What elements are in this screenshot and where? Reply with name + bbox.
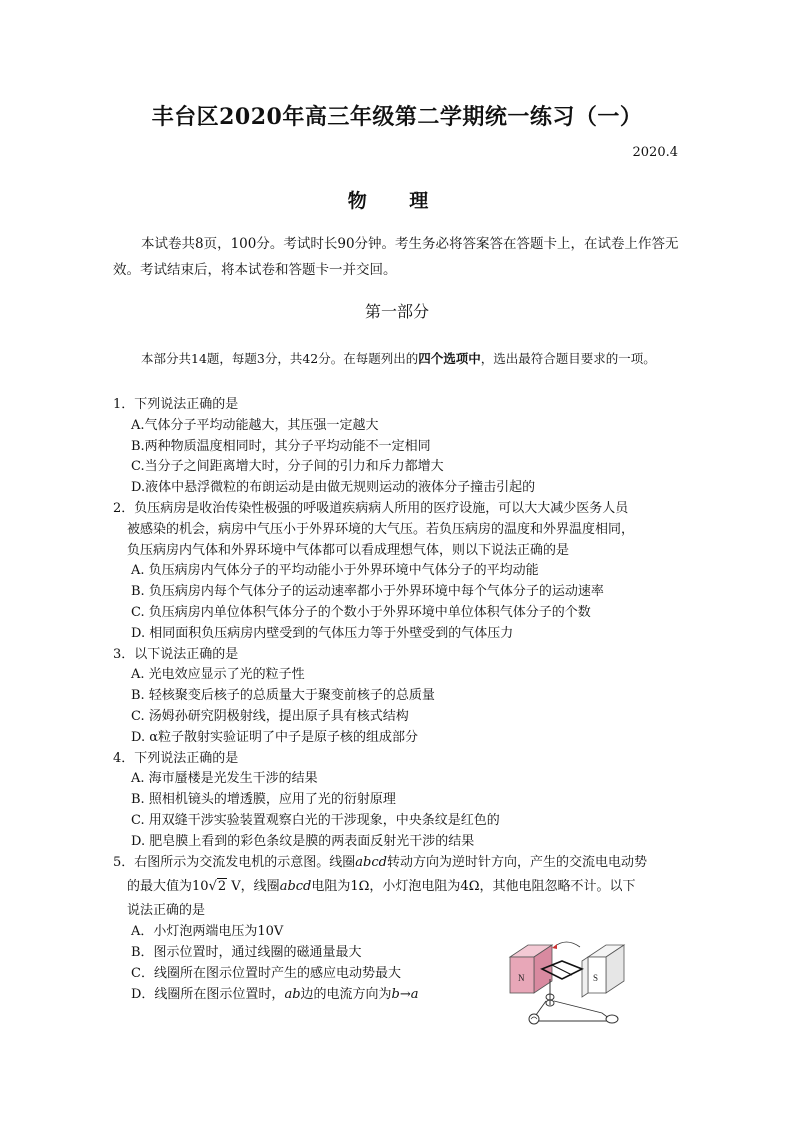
exam-title: 丰台区2020年高三年级第二学期统一练习（一）	[151, 104, 643, 130]
q3-option-b: B. 轻核聚变后核子的总质量大于聚变前核子的总质量	[131, 688, 435, 704]
q3-stem: 3．以下说法正确的是	[113, 646, 239, 662]
q1-option-d: D.液体中悬浮微粒的布朗运动是由做无规则运动的液体分子撞击引起的	[131, 480, 536, 496]
q5-d-b: b	[391, 986, 400, 1002]
q2-stem-1: 2．负压病房是收治传染性极强的呼吸道疾病病人所用的医疗设施，可以大大减少医务人员	[113, 500, 629, 516]
question-list	[113, 395, 698, 1005]
q2-option-d: D. 相同面积负压病房内壁受到的气体压力等于外壁受到的气体压力	[131, 625, 514, 641]
q5-option-a: A．小灯泡两端电压为10V	[131, 924, 284, 940]
q5-stem-2b: ，线圈	[240, 879, 280, 895]
q3-option-d: D. α粒子散射实验证明了中子是原子核的组成部分	[131, 729, 419, 745]
q5-stem-1b: 转动方向为逆时针方向，产生的交流电电动势	[386, 854, 647, 870]
wire-right	[554, 1001, 610, 1019]
q5-stem-1	[113, 853, 698, 874]
generator-diagram	[506, 935, 626, 1027]
q5-d-a: a	[410, 986, 419, 1002]
q1-stem: 1．下列说法正确的是	[113, 397, 239, 412]
question-1	[113, 395, 698, 499]
lamp-icon	[529, 1014, 539, 1024]
subject-title	[0, 186, 794, 213]
q4-option-c: C. 用双缝干涉实验装置观察白光的干涉现象，中央条纹是红色的	[131, 812, 500, 828]
q3-option-c: C. 汤姆孙研究阴极射线，提出原子具有核式结构	[131, 708, 409, 724]
q5-option-b: B．图示位置时，通过线圈的磁通量最大	[131, 944, 362, 960]
q5-stem-2a: 的最大值为	[127, 879, 193, 895]
q1-option-a: A.气体分子平均动能越大，其压强一定越大	[131, 417, 379, 433]
q4-option-d: D. 肥皂膜上看到的彩色条纹是膜的两表面反射光干涉的结果	[131, 833, 475, 849]
rotation-arrow-icon	[554, 942, 580, 947]
note-pre: 本部分共14题，每题3分，共42分。在每题列出的	[141, 351, 419, 366]
q5-option-c: C．线圈所在图示位置时产生的感应电动势最大	[131, 965, 401, 981]
q5-coil-label-2: abcd	[279, 879, 312, 895]
exam-intro: 本试卷共8页，100分。考试时长90分钟。考生务必将答案答在答题卡上，在试卷上作答无效。考试结束后，将本试卷和答题卡一并交回。	[113, 236, 679, 278]
note-bold: 四个选项中	[418, 351, 481, 366]
note-post: ，选出最符合题目要求的一项。	[480, 351, 656, 366]
q5-d-mid: 边的电流方向为	[300, 986, 392, 1002]
q3-option-a: A. 光电效应显示了光的粒子性	[131, 667, 305, 683]
sqrt-sign: √2	[208, 879, 227, 895]
q5-d-ab: ab	[284, 986, 301, 1002]
q2-stem-2: 被感染的机会，病房中气压小于外界环境的大气压。若负压病房的温度和外界温度相同，	[127, 521, 635, 537]
q5-d-pre: D．线圈所在图示位置时，	[131, 986, 285, 1002]
q5-stem-1a: 5．右图所示为交流发电机的示意图。线圈	[113, 854, 356, 870]
question-2	[113, 499, 698, 645]
q5-stem-2c: 电阻为1Ω，小灯泡电阻为4Ω，其他电阻忽略不计。以下	[311, 879, 636, 895]
north-label: N	[518, 973, 525, 983]
emf-unit: V	[231, 879, 241, 895]
part-title: 第一部分	[364, 302, 429, 321]
emf-radicand: 2	[217, 879, 227, 895]
q2-option-a: A. 负压病房内气体分子的平均动能小于外界环境中气体分子的平均动能	[131, 563, 539, 579]
section-note	[113, 346, 683, 372]
coil-edge	[552, 965, 572, 975]
exam-date: 2020.4	[632, 145, 678, 160]
emf-coef: 10	[192, 879, 209, 895]
q4-option-a: A. 海市蜃楼是光发生干涉的结果	[131, 771, 318, 787]
q5-d-arrow: →	[399, 986, 411, 1002]
meter-icon	[606, 1015, 618, 1023]
q4-stem: 4．下列说法正确的是	[113, 750, 239, 766]
q2-stem-3: 负压病房内气体和外界环境中气体都可以看成理想气体，则以下说法正确的是	[127, 542, 570, 558]
subject-text: 物 理	[347, 190, 447, 212]
q5-stem-3: 说法正确的是	[127, 903, 206, 919]
q2-option-b: B. 负压病房内每个气体分子的运动速率都小于外界环境中每个气体分子的运动速率	[131, 584, 604, 600]
emf-value	[192, 879, 241, 894]
q1-option-c: C.当分子之间距离增大时，分子间的引力和斥力都增大	[131, 459, 444, 475]
q2-option-c: C. 负压病房内单位体积气体分子的个数小于外界环境中单位体积气体分子的个数	[131, 604, 591, 620]
south-label: S	[593, 973, 599, 983]
q5-stem-2	[113, 873, 698, 901]
q4-option-b: B. 照相机镜头的增透膜，应用了光的衍射原理	[131, 792, 396, 808]
q1-option-b: B.两种物质温度相同时，其分子平均动能不一定相同	[131, 438, 431, 454]
question-4	[113, 749, 698, 853]
south-magnet-inner	[582, 957, 588, 997]
question-3	[113, 645, 698, 749]
q5-coil-label: abcd	[355, 854, 387, 870]
